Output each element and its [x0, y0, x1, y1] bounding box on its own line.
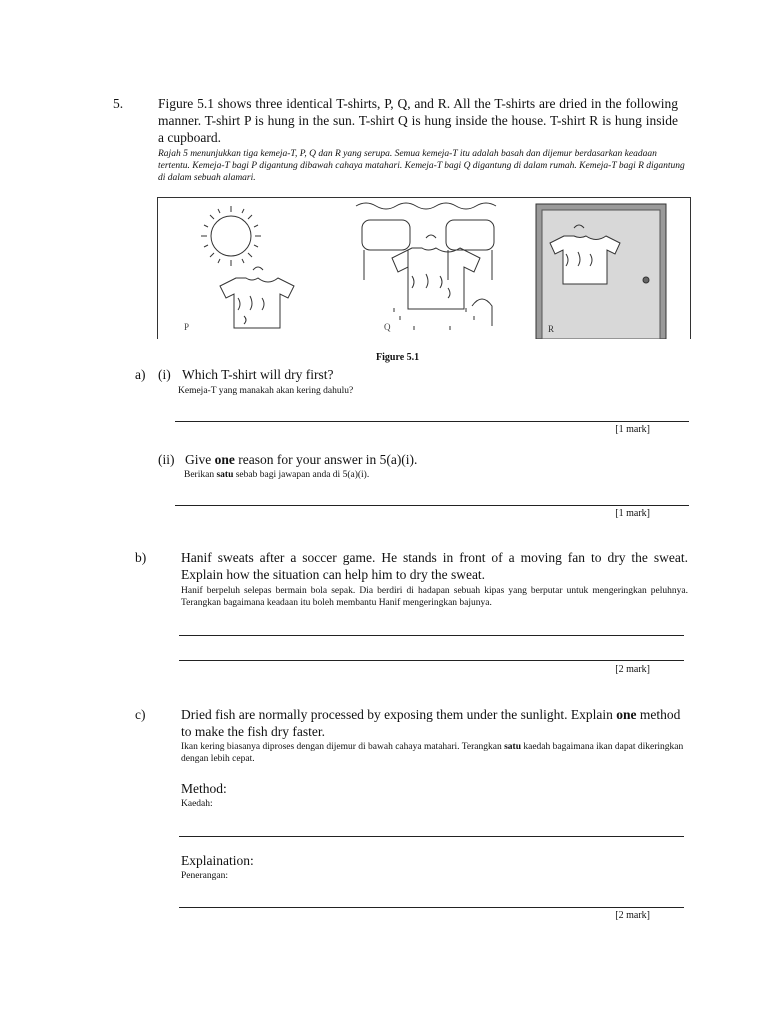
part-a-i-number: (i): [158, 367, 171, 382]
sun-rays: [201, 206, 261, 266]
figure-panel-p: [158, 198, 336, 339]
mark-a-ii: [1 mark]: [615, 508, 650, 519]
explanation-label-en: Explaination:: [181, 853, 254, 868]
part-a-label: a): [135, 367, 146, 382]
answer-line-b-1[interactable]: [179, 635, 684, 636]
question-intro-en: Figure 5.1 shows three identical T-shirts, P, Q, and R. All the T-shirts are dried in the following manner. T-shirt P is hung in the sun. T-shirt Q is hung inside the house. T-shirt R is hung inside a cupboard.: [158, 96, 678, 145]
tshirt-q-icon: [392, 248, 480, 309]
hanger-icon: [253, 267, 263, 270]
answer-line-c-method[interactable]: [179, 836, 684, 837]
sun-icon: [211, 216, 251, 256]
explanation-label-ms: Penerangan:: [181, 871, 228, 881]
mark-c: [2 mark]: [615, 910, 650, 921]
sofa-right-icon: [446, 220, 494, 250]
part-a-i-question-en: Which T-shirt will dry first?: [182, 367, 334, 382]
part-c-en-post: method to make the fish dry faster.: [181, 707, 681, 739]
part-b-label: b): [135, 550, 147, 565]
part-a-ii-question-en: [185, 451, 417, 468]
part-a-ii-ms-post: sebab bagi jawapan anda di 5(a)(i).: [235, 470, 370, 480]
part-c-question-ms: [181, 741, 689, 765]
figure-panel-r: [522, 198, 690, 339]
part-a-ii-ms-bold: satu: [216, 470, 234, 480]
part-c-label: c): [135, 707, 146, 722]
answer-line-b-2[interactable]: [179, 660, 684, 661]
answer-line-a-i[interactable]: [175, 421, 689, 422]
part-a-ii-ms-pre: Berikan: [184, 470, 215, 480]
part-c-ms-post: kaedah bagaimana ikan dapat dikeringkan dengan lebih cepat.: [181, 742, 684, 764]
figure-label-q: Q: [384, 322, 391, 332]
part-a-ii-en-pre: Give: [185, 452, 212, 467]
part-b-question-en: Hanif sweats after a soccer game. He stands in front of a moving fan to dry the sweat. Explain how the situation can help him to dry the sweat.: [181, 550, 688, 582]
cupboard-knob-icon: [643, 277, 649, 283]
answer-line-a-ii[interactable]: [175, 505, 689, 506]
hanger-icon-q: [426, 235, 436, 238]
mark-b: [2 mark]: [615, 664, 650, 675]
part-c-en-pre: Dried fish are normally processed by exposing them under the sunlight. Explain: [181, 707, 613, 722]
mark-a-i: [1 mark]: [615, 424, 650, 435]
figure-label-p: P: [184, 322, 190, 332]
part-c-ms-pre: Ikan kering biasanya diproses dengan dijemur di bawah cahaya matahari. Terangkan: [181, 742, 502, 752]
part-b-question-ms: Hanif berpeluh selepas bermain bola sepak. Dia berdiri di hadapan sebuah kipas yang berputar untuk mengeringkan peluhnya. Terangkan bagaimana keadaan itu boleh membantu Hanif mengeringkan bajunya.: [181, 586, 688, 608]
sofa-left-icon: [362, 220, 410, 250]
figure-caption: Figure 5.1: [376, 352, 420, 363]
part-a-ii-en-bold: one: [214, 452, 235, 467]
part-c-question-en: [181, 706, 691, 740]
question-intro-ms: Rajah 5 menunjukkan tiga kemeja-T, P, Q dan R yang serupa. Semua kemeja-T itu adalah basah dan dijemur berdasarkan keadaan tertentu. Kemeja-T bagi P digantung dibawah cahaya matahari. Kemeja-T bagi Q digantung di dalam rumah. Kemeja-T bagi R digantung di dalam sebuah alamari.: [158, 149, 685, 183]
figure-panel-q: [354, 198, 504, 339]
part-a-i-question-ms: Kemeja-T yang manakah akan kering dahulu?: [178, 386, 354, 396]
question-number: 5.: [113, 96, 124, 111]
answer-line-c-explanation[interactable]: [179, 907, 684, 908]
part-c-en-bold: one: [616, 707, 637, 722]
part-a-ii-question-ms: [184, 469, 369, 481]
method-label-en: Method:: [181, 781, 227, 796]
part-a-ii-number: (ii): [158, 452, 175, 467]
part-a-ii-en-post: reason for your answer in 5(a)(i).: [238, 452, 418, 467]
figure-5-1: [157, 197, 691, 339]
tshirt-p-icon: [220, 278, 294, 328]
part-c-ms-bold: satu: [504, 742, 521, 752]
figure-label-r: R: [548, 324, 555, 334]
method-label-ms: Kaedah:: [181, 799, 213, 809]
